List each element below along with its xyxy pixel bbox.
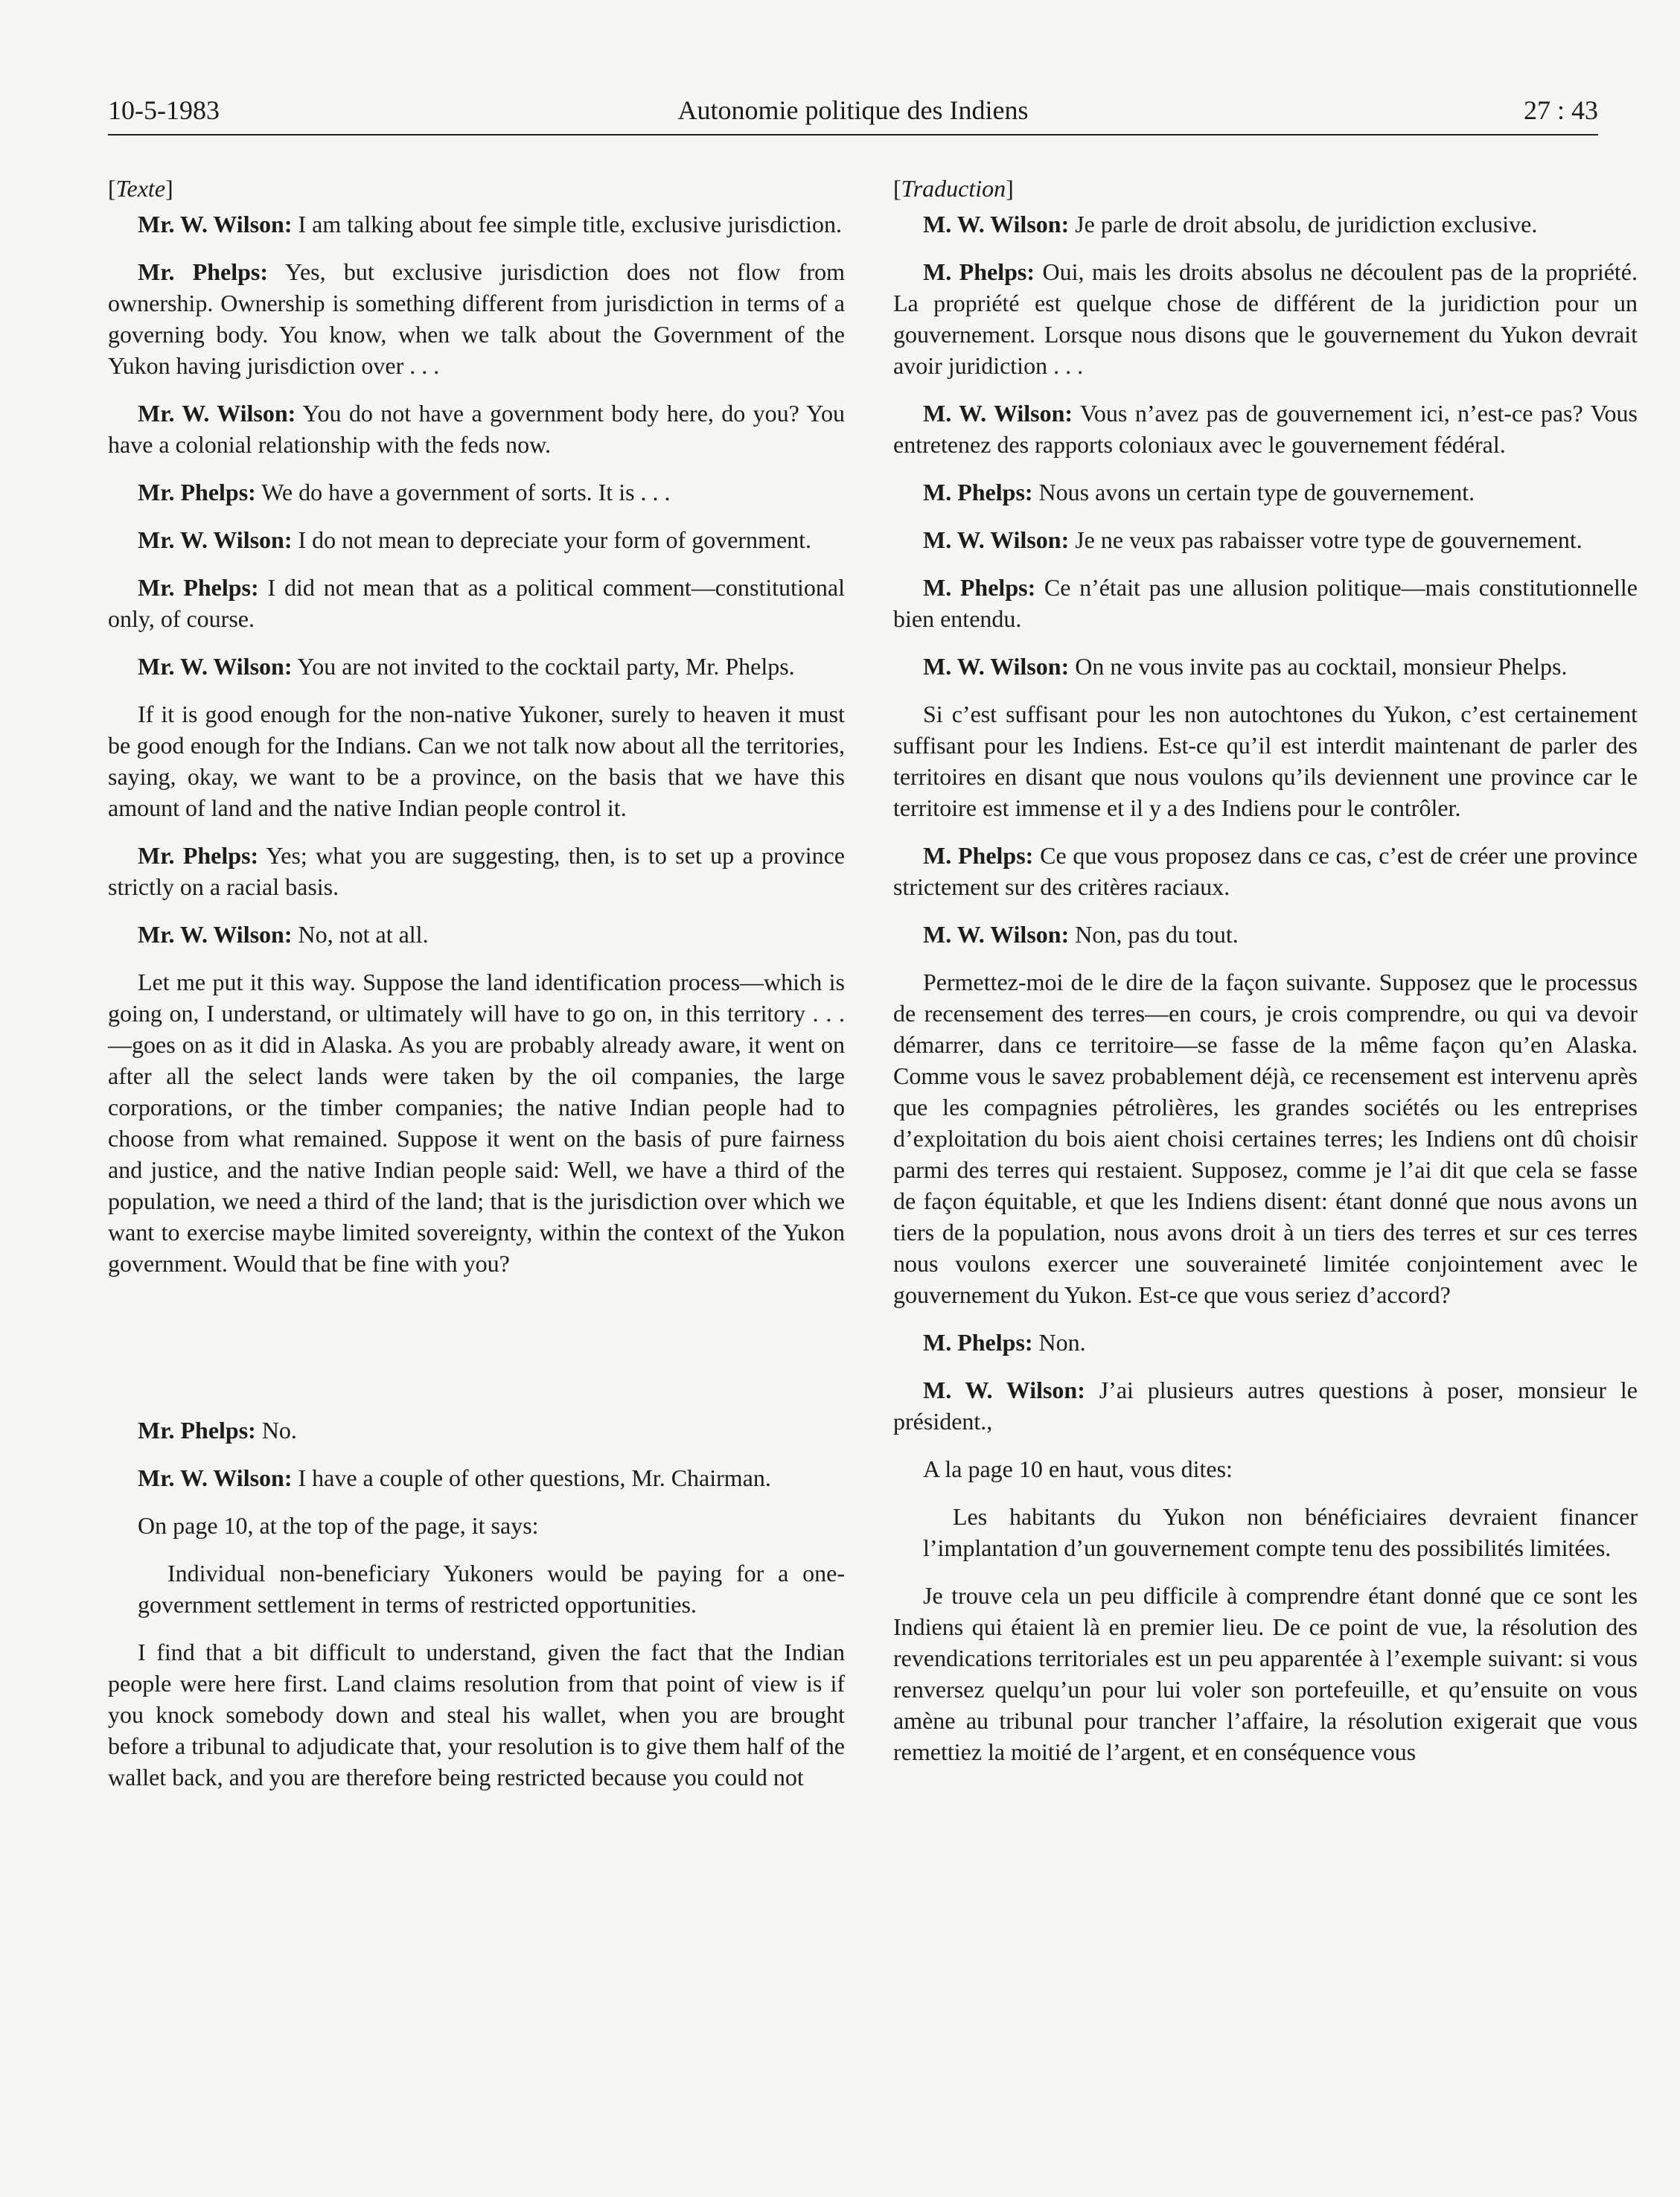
paragraph: Je trouve cela un peu difficile à comprendre étant donné que ce sont les Indiens qui étaient là en premier lieu. De ce point de vue, la résolution des revendications territoriales est un peu apparentée à l’exemple suivant: si vous renversez quelqu’un pour lui voler son portefeuille, et qu’ensuite on vous amène au tribunal pour trancher l’affaire, la résolution exigerait que vous remettiez la moitié de l’argent, et en conséquence vous <box>893 1582 1638 1765</box>
speaker-name: Mr. W. Wilson: <box>138 211 293 237</box>
speaker-name: M. Phelps: <box>923 842 1034 869</box>
speaker-name: Mr. W. Wilson: <box>138 921 293 948</box>
paragraph-text: I am talking about fee simple title, exclusive jurisdiction. <box>292 211 842 237</box>
paragraph-text: Je ne veux pas rabaisser votre type de gouvernement. <box>1069 526 1582 553</box>
paragraph-text: Vous n’avez pas de gouvernement ici, n’est-ce pas? Vous entretenez des rapports coloniaux avec le gouvernement fédéral. <box>893 400 1638 458</box>
paragraph <box>108 1462 845 1493</box>
speaker-name: M. W. Wilson: <box>923 400 1073 427</box>
paragraph-text: I do not mean to depreciate your form of government. <box>292 526 812 553</box>
speaker-name: M. W. Wilson: <box>923 653 1070 680</box>
paragraph-text: No. <box>255 1417 297 1444</box>
paragraph <box>108 1415 845 1446</box>
paragraph <box>108 698 845 823</box>
paragraph <box>893 651 1638 682</box>
paragraph-text: Nous avons un certain type de gouvernement. <box>1032 479 1475 506</box>
paragraph <box>108 476 845 508</box>
speaker-name: Mr. W. Wilson: <box>138 526 293 553</box>
paragraph <box>108 256 845 381</box>
paragraph-text: Non. <box>1032 1329 1086 1356</box>
paragraph-text: On ne vous invite pas au cocktail, monsieur Phelps. <box>1069 653 1568 680</box>
speaker-name: Mr. Phelps: <box>138 258 269 285</box>
paragraph <box>108 1510 845 1541</box>
speaker-name: Mr. Phelps: <box>138 479 256 506</box>
paragraph-text: Yes; what you are suggesting, then, is to set up a province strictly on a racial basis. <box>108 842 846 900</box>
column-tag: [Texte] <box>108 175 173 202</box>
speaker-name: M. W. Wilson: <box>923 921 1070 948</box>
paragraph-text: J’ai plusieurs autres questions à poser, monsieur le président., <box>893 1377 1638 1435</box>
paragraph-text: I did not mean that as a political comment—constitutional only, of course. <box>108 574 846 632</box>
paragraph-text: Ce que vous proposez dans ce cas, c’est de créer une province strictement sur des critères raciaux. <box>893 842 1638 900</box>
speaker-name: M. Phelps: <box>923 574 1036 601</box>
paragraph <box>108 840 845 902</box>
paragraph-text: A la page 10 en haut, vous dites: <box>923 1455 1233 1482</box>
speaker-name: Mr. W. Wilson: <box>138 1464 293 1491</box>
speaker-name: M. Phelps: <box>923 258 1035 285</box>
header-date: 10-5-1983 <box>108 95 220 125</box>
paragraph <box>893 840 1638 902</box>
column-gap <box>108 1295 845 1415</box>
paragraph <box>893 919 1638 950</box>
paragraph-text: Si c’est suffisant pour les non autochtones du Yukon, c’est certainement suffisant pour les Indiens. Est-ce qu’il est interdit maintenant de parler des territoires en disant que nous voulons qu’ils deviennent une province car le territoire est immense et il y a des Indiens pour le contrôler. <box>893 701 1638 821</box>
paragraph-text: I have a couple of other questions, Mr. Chairman. <box>292 1464 771 1491</box>
paragraph-text: No, not at all. <box>292 921 429 948</box>
header-page-number: 27 : 43 <box>1523 95 1598 125</box>
paragraph <box>893 256 1638 381</box>
paragraph-text: You are not invited to the cocktail party, Mr. Phelps. <box>292 653 795 680</box>
paragraph <box>893 698 1638 823</box>
paragraph <box>893 572 1638 634</box>
paragraph <box>108 919 845 950</box>
speaker-name: Mr. Phelps: <box>138 1417 256 1444</box>
english-column <box>108 173 845 1809</box>
speaker-name: Mr. Phelps: <box>138 574 259 601</box>
header-rule <box>108 134 1598 135</box>
speaker-name: Mr. Phelps: <box>138 842 259 869</box>
paragraph-text: Yes, but exclusive jurisdiction does not flow from ownership. Ownership is something different from jurisdiction in terms of a governing body. You know, when we talk about the Government of the Yukon having jurisdiction over . . . <box>108 258 846 379</box>
paragraph-text: Je parle de droit absolu, de juridiction exclusive. <box>1069 211 1538 237</box>
paragraph <box>893 1453 1638 1485</box>
paragraph-text: Oui, mais les droits absolus ne découlent pas de la propriété. La propriété est quelque chose de différent de la juridiction pour un gouvernement. Lorsque nous disons que le gouvernement du Yukon devrait avoir juridiction . . . <box>893 258 1638 379</box>
paragraph <box>108 208 845 240</box>
speaker-name: M. W. Wilson: <box>923 526 1070 553</box>
speaker-name: Mr. W. Wilson: <box>138 400 296 427</box>
speaker-name: M. W. Wilson: <box>923 1377 1085 1403</box>
paragraph-text: Non, pas du tout. <box>1069 921 1239 948</box>
paragraph-text: If it is good enough for the non-native Yukoner, surely to heaven it must be good enough for the Indians. Can we not talk now about all the territories, saying, okay, we want to be a province, on the basis that we have this amount of land and the native Indian people control it. <box>108 701 845 821</box>
paragraph <box>108 572 845 634</box>
speaker-name: M. W. Wilson: <box>923 211 1070 237</box>
running-header <box>108 95 1598 131</box>
speaker-name: M. Phelps: <box>923 1329 1033 1356</box>
paragraph <box>893 966 1638 1310</box>
paragraph-text: Ce n’était pas une allusion politique—mais constitutionnelle bien entendu. <box>893 574 1638 632</box>
paragraph <box>893 208 1638 240</box>
paragraph <box>108 398 845 460</box>
paragraph <box>108 524 845 555</box>
paragraph-text: Let me put it this way. Suppose the land identification process—which is going on, I understand, or ultimately will have to go on, in this territory . . . —goes on as it did in Alaska. As you are probably already aware, it went on after all the select lands were taken by the oil companies, the large corporations, or the timber companies; the native Indian people had to choose from what remained. Suppose it went on the basis of pure fairness and justice, and the native Indian people said: Well, we have a third of the population, we need a third of the land; that is the jurisdiction over which we want to exercise maybe limited sovereignty, within the context of the Yukon government. Would that be fine with you? <box>108 969 845 1277</box>
paragraph <box>893 1374 1638 1437</box>
paragraph-text: You do not have a government body here, do you? You have a colonial relationship with the feds now. <box>108 400 846 458</box>
quoted-passage: Individual non-beneficiary Yukoners would be paying for a one-government settlement in terms of restricted opportunities. <box>138 1560 845 1618</box>
speaker-name: Mr. W. Wilson: <box>138 653 293 680</box>
paragraph-text: We do have a government of sorts. It is . . . <box>255 479 671 506</box>
paragraph: I find that a bit difficult to understand, given the fact that the Indian people were here first. Land claims resolution from that point of view is if you knock somebody down and steal his wallet, when you are brought before a tribunal to adjudicate that, your resolution is to give them half of the wallet back, and you are therefore being restricted because you could not <box>108 1639 845 1791</box>
quoted-passage: Les habitants du Yukon non bénéficiaires devraient financer l’implantation d’un gouvernement compte tenu des possibilités limitées. <box>923 1503 1638 1561</box>
paragraph-text: On page 10, at the top of the page, it says: <box>138 1512 539 1539</box>
paragraph <box>893 524 1638 555</box>
paragraph <box>893 1327 1638 1358</box>
paragraph <box>108 651 845 682</box>
paragraph <box>108 966 845 1279</box>
speaker-name: M. Phelps: <box>923 479 1033 506</box>
header-title: Autonomie politique des Indiens <box>677 95 1029 125</box>
column-tag: [Traduction] <box>893 175 1014 202</box>
paragraph <box>893 398 1638 460</box>
paragraph-text: Permettez-moi de le dire de la façon suivante. Supposez que le processus de recensement des terres—en cours, je crois comprendre, ou qui va devoir démarrer, dans ce territoire—se fasse de la même façon qu’en Alaska. Comme vous le savez probablement déjà, ce recensement est intervenu après que les compagnies pétrolières, les grandes sociétés ou les entreprises d’exploitation du bois aient choisi certaines terres; les Indiens ont dû choisir parmi des terres qui restaient. Supposez, comme je l’ai dit que cela se fasse de façon équitable, et que les Indiens disent: étant donné que nous avons un tiers de la population, nous avons droit à un tiers des terres et sur ces terres nous voulons exercer une souveraineté limitée conjointement avec le gouvernement du Yukon. Est-ce que vous seriez d’accord? <box>893 969 1638 1308</box>
french-column <box>893 173 1638 1784</box>
paragraph <box>893 476 1638 508</box>
